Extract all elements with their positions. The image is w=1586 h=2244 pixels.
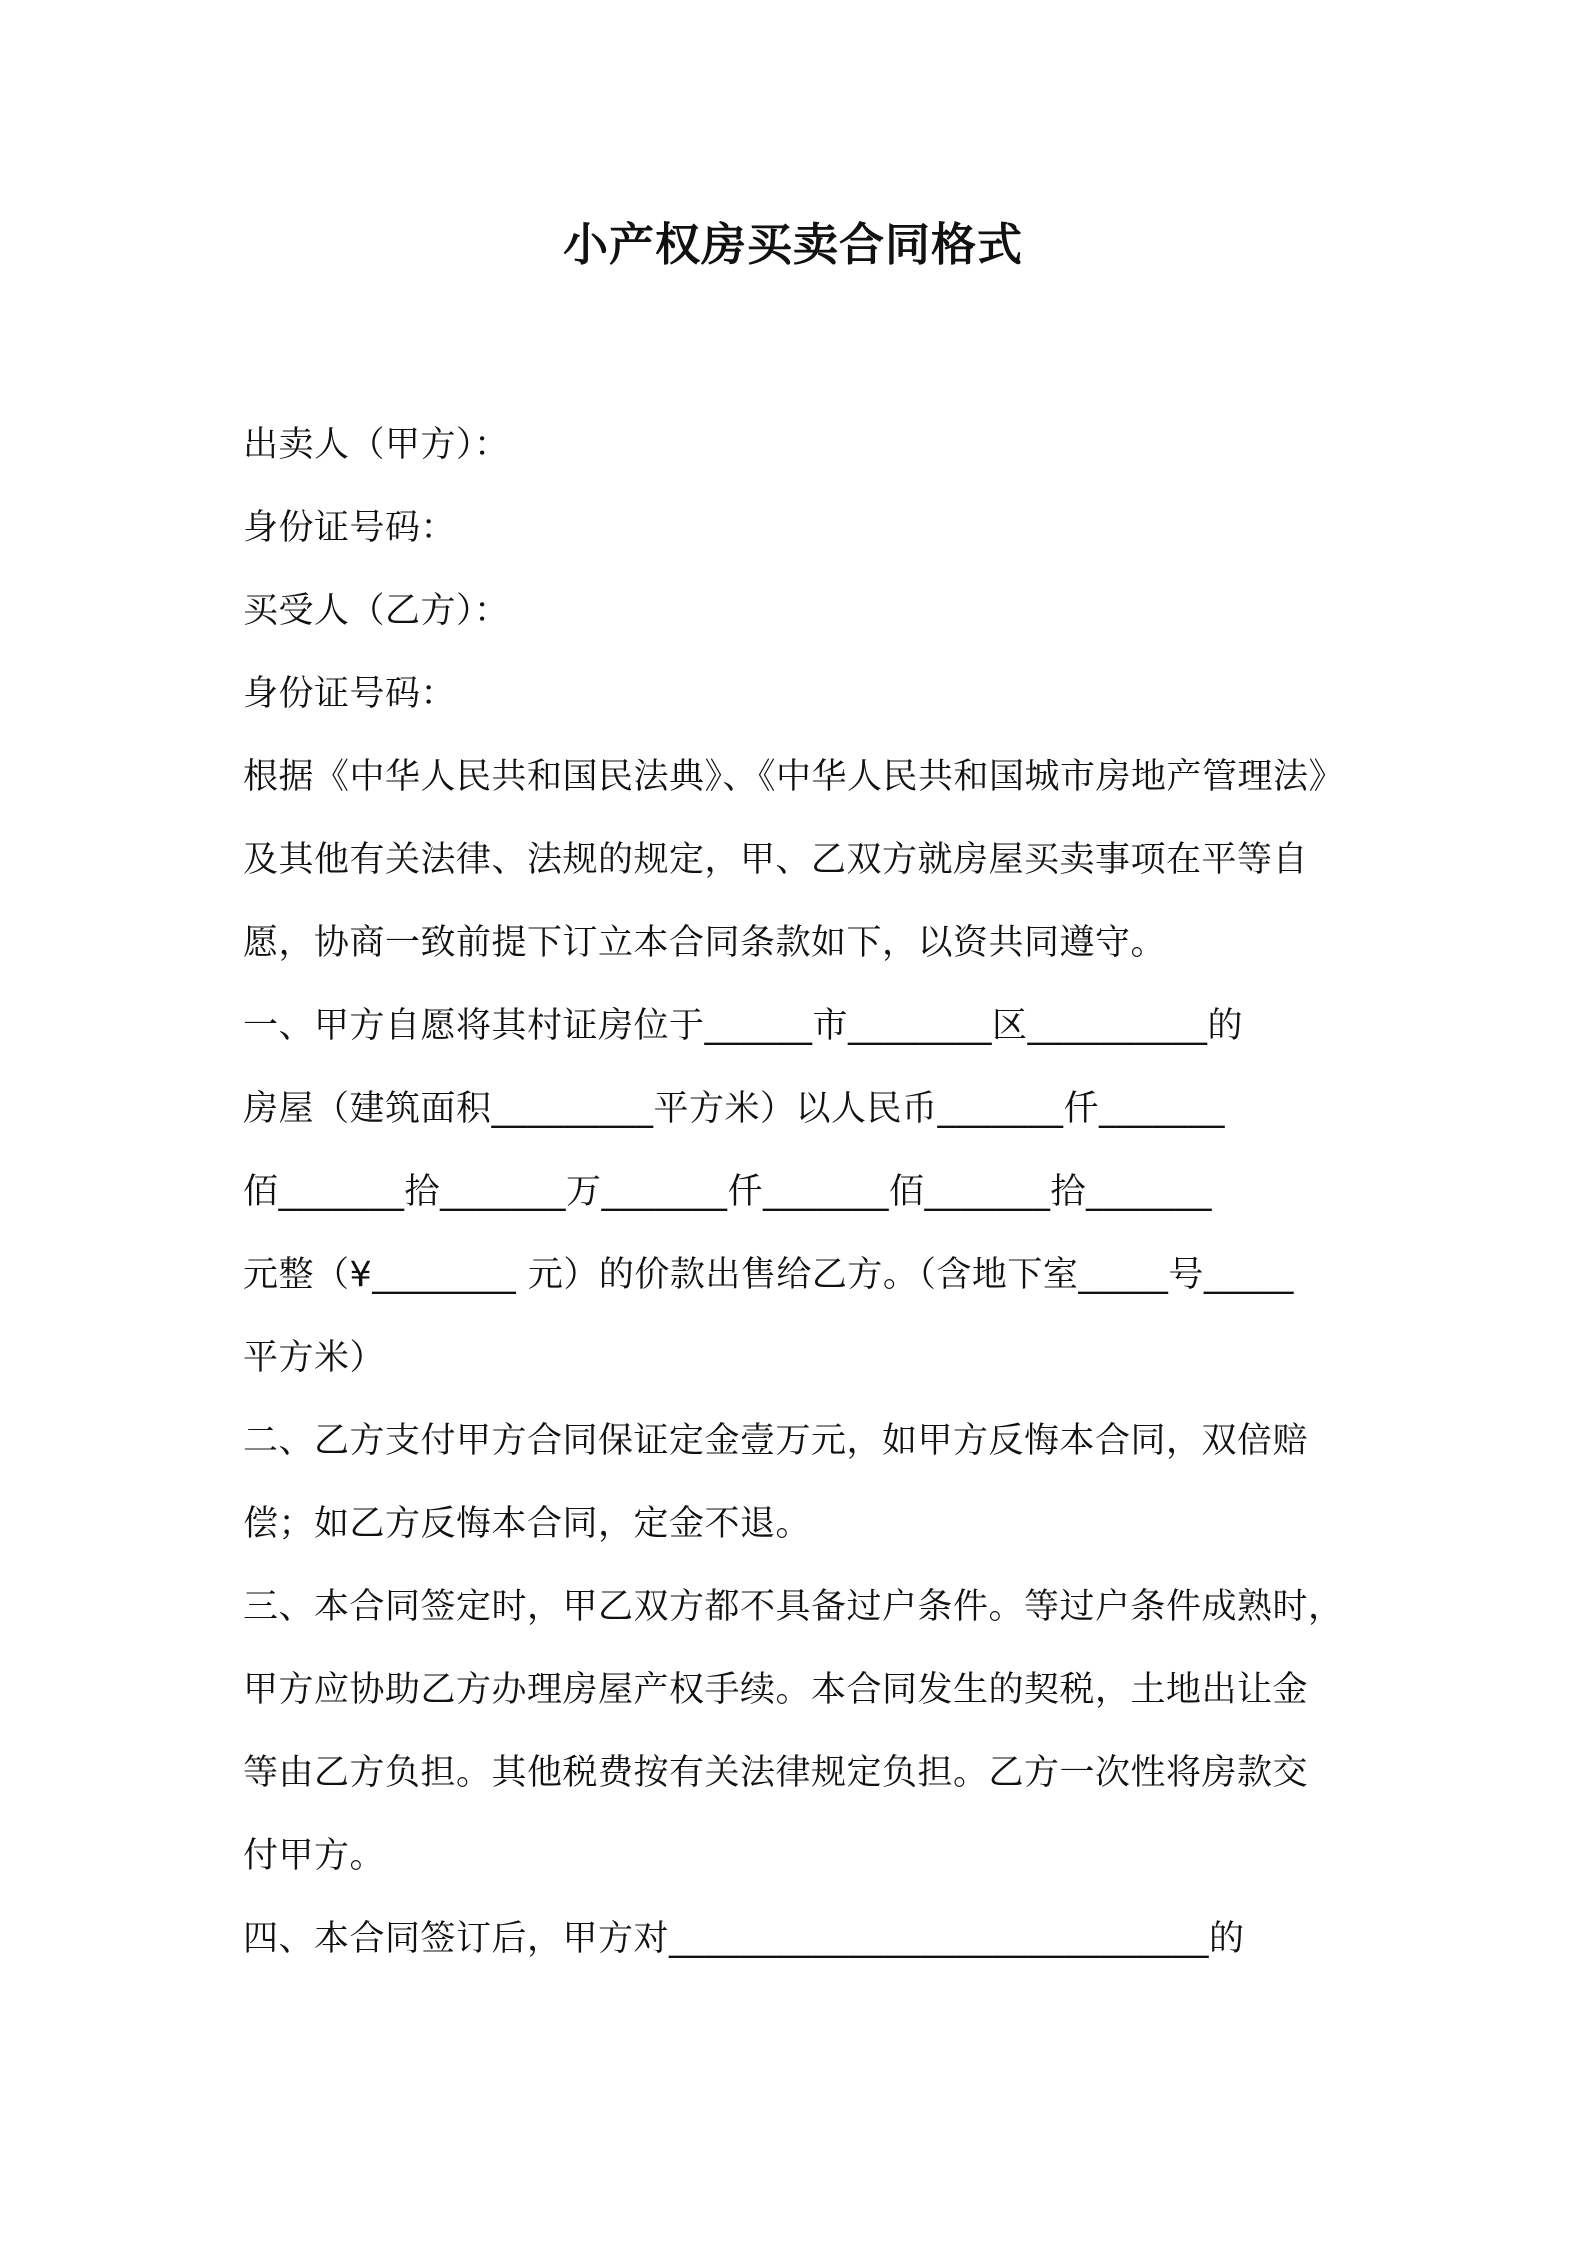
preamble-line-2: 及其他有关法律、法规的规定，甲、乙双方就房屋买卖事项在平等自 — [243, 840, 1309, 880]
clause-1-line-5: 平方米） — [243, 1338, 386, 1378]
clause-3-line-4: 付甲方。 — [243, 1836, 386, 1876]
clause-3-line-2: 甲方应协助乙方办理房屋产权手续。本合同发生的契税，土地出让金 — [243, 1670, 1309, 1710]
buyer-id-line: 身份证号码： — [243, 674, 457, 714]
clause-1-line-3: 佰_______拾_______万_______仟_______佰_______拾_______ — [243, 1172, 1213, 1212]
clause-3-line-1: 三、本合同签定时，甲乙双方都不具备过户条件。等过户条件成熟时， — [243, 1587, 1344, 1627]
preamble-line-3: 愿，协商一致前提下订立本合同条款如下，以资共同遵守。 — [243, 923, 1167, 963]
clause-1-line-2: 房屋（建筑面积_________平方米）以人民币_______仟_______ — [243, 1089, 1226, 1129]
seller-id-line: 身份证号码： — [243, 508, 457, 548]
clause-4-line-1: 四、本合同签订后，甲方对______________________________的 — [243, 1919, 1245, 1959]
document-title: 小产权房买卖合同格式 — [562, 218, 1023, 271]
clause-1-line-4: 元整（¥________ 元）的价款出售给乙方。（含地下室_____号_____ — [243, 1255, 1294, 1295]
clause-2-line-1: 二、乙方支付甲方合同保证定金壹万元，如甲方反悔本合同，双倍赔 — [243, 1421, 1309, 1461]
clause-2-line-2: 偿；如乙方反悔本合同，定金不退。 — [243, 1504, 812, 1544]
seller-line: 出卖人（甲方）： — [243, 425, 510, 465]
buyer-line: 买受人（乙方）： — [243, 591, 510, 631]
clause-3-line-3: 等由乙方负担。其他税费按有关法律规定负担。乙方一次性将房款交 — [243, 1753, 1309, 1793]
preamble-line-1: 根据《中华人民共和国民法典》、《中华人民共和国城市房地产管理法》 — [243, 757, 1345, 797]
document-body — [243, 404, 1363, 1981]
clause-1-line-1: 一、甲方自愿将其村证房位于______市________区__________的 — [243, 1006, 1244, 1046]
